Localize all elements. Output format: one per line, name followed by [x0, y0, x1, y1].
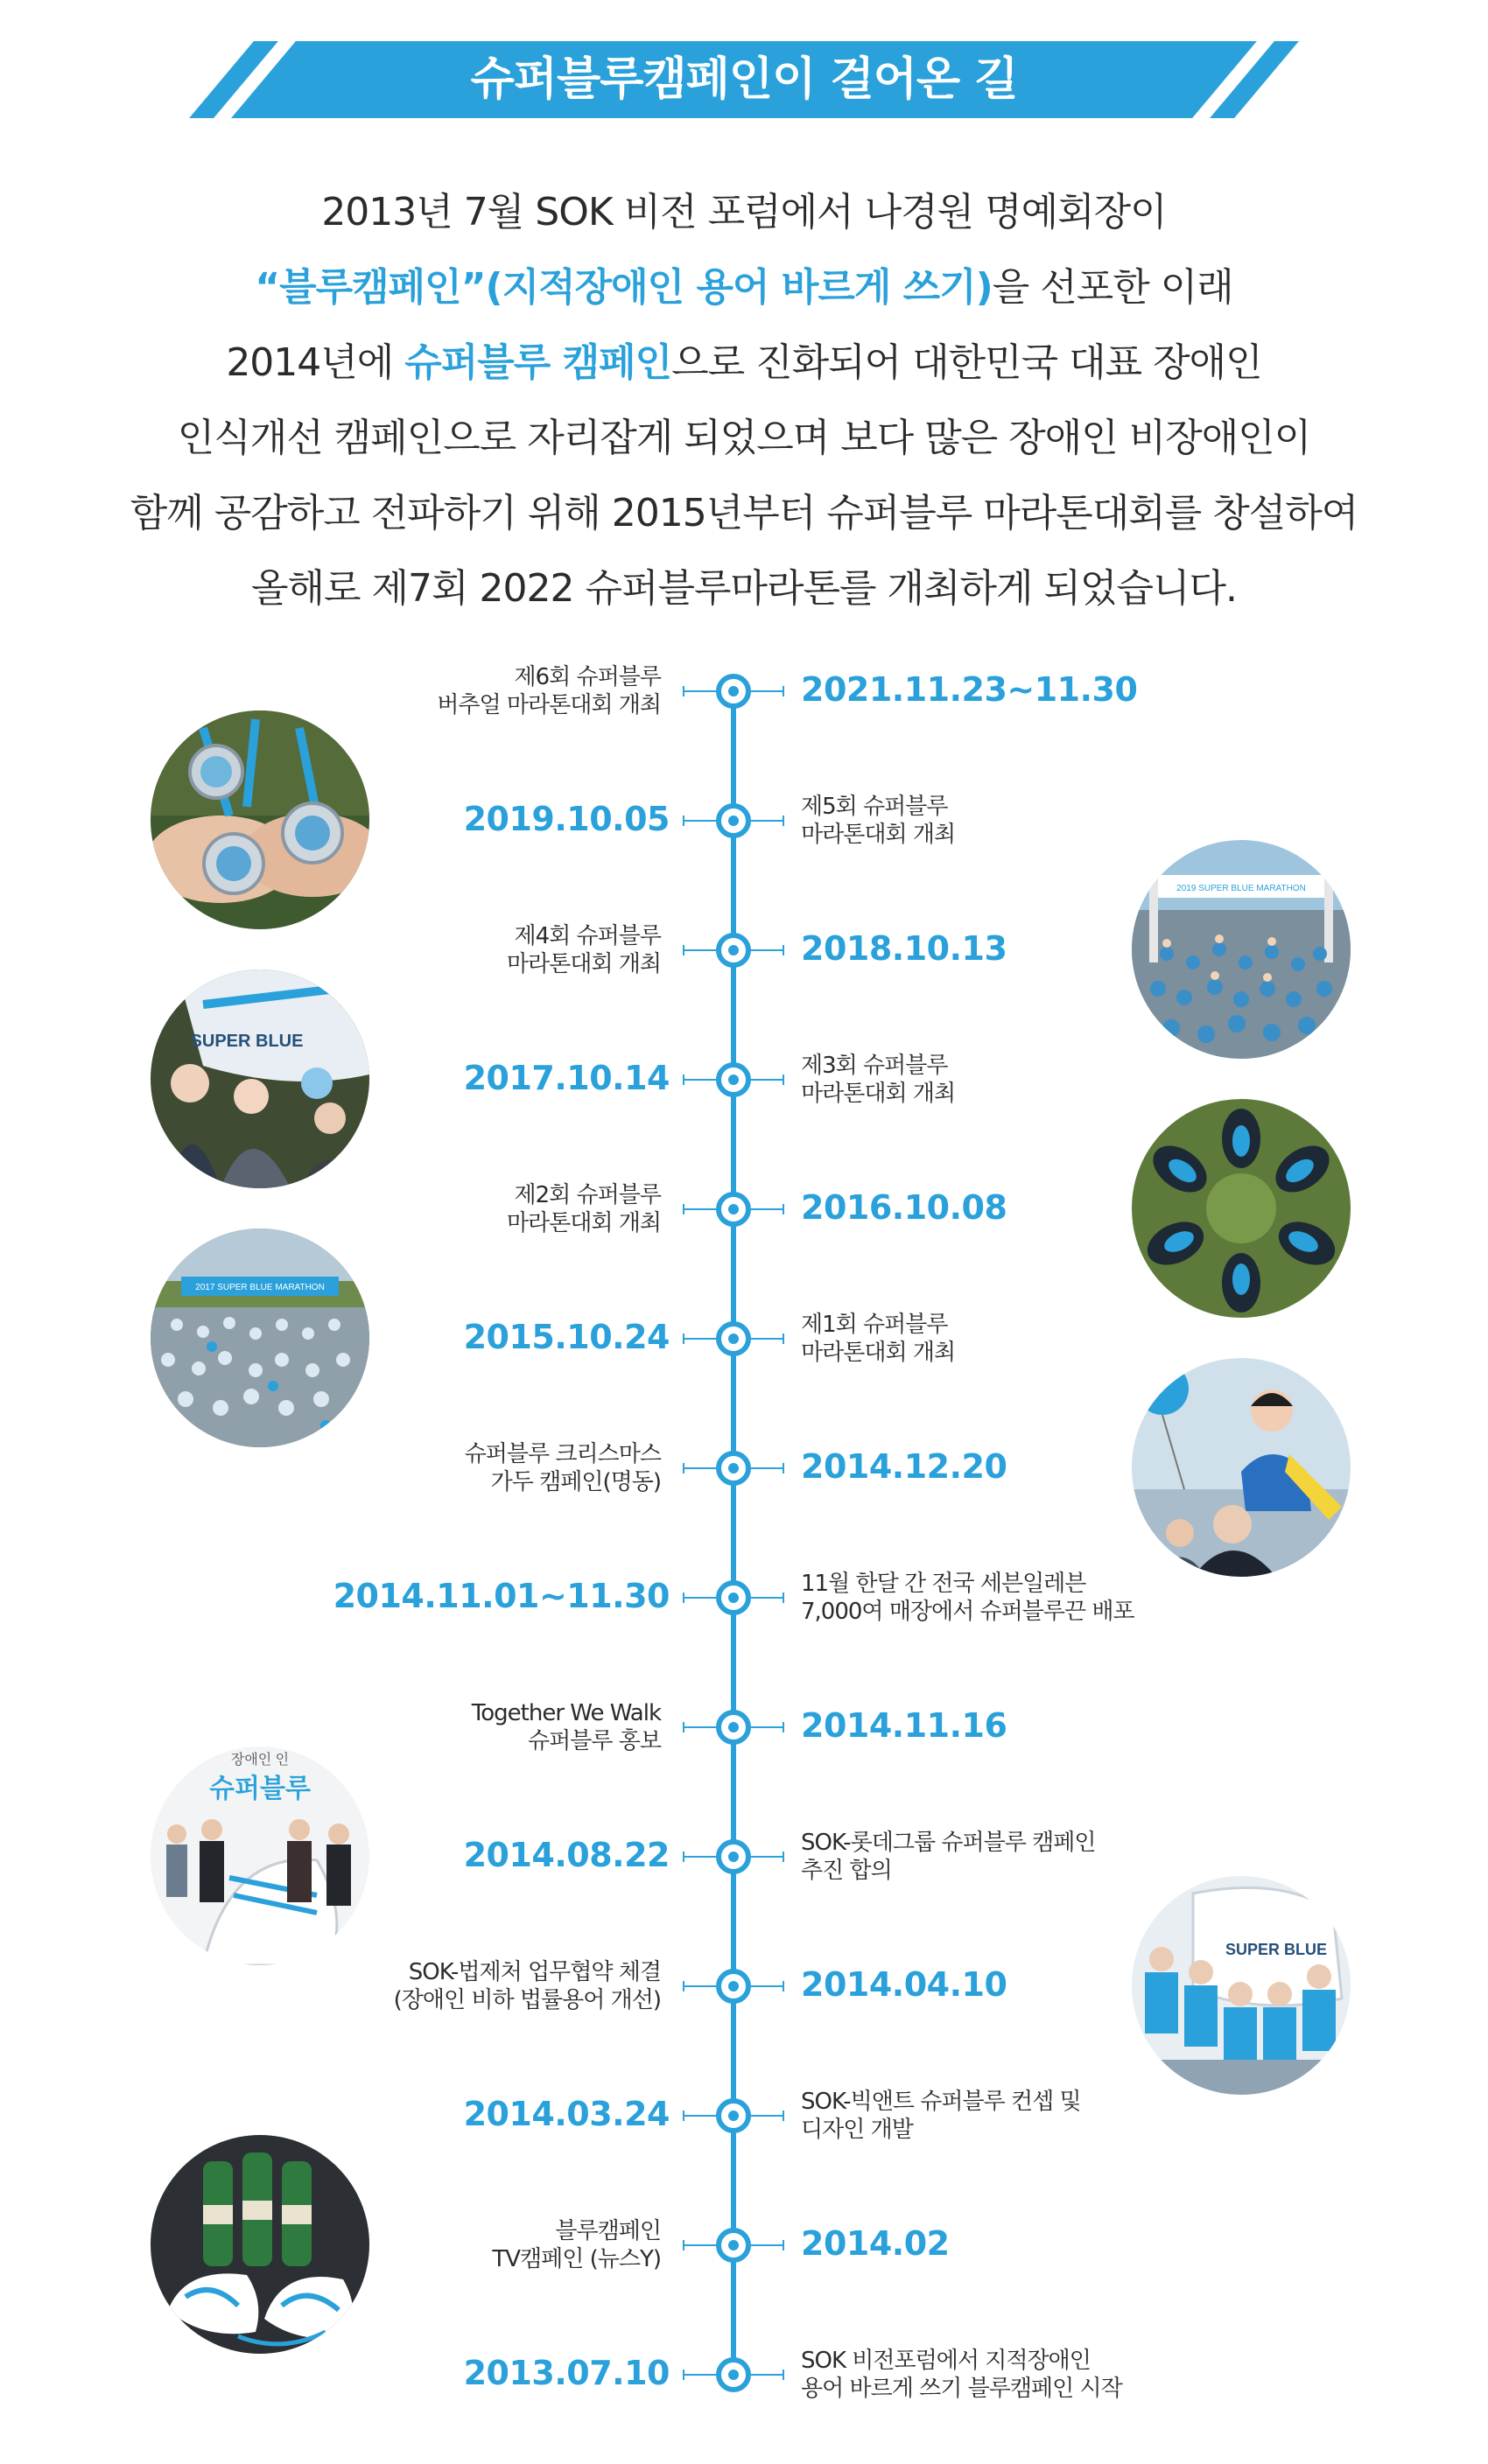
photo-father-son-balloons: [1132, 1358, 1351, 1577]
timeline-node: [716, 1580, 751, 1615]
marathon-crowd-illustration: [1132, 840, 1351, 1059]
timeline-connector: [683, 2374, 716, 2376]
timeline-connector: [751, 820, 784, 822]
timeline-date: 2019.10.05: [463, 800, 670, 838]
timeline-date: 2014.04.10: [801, 1965, 1007, 2004]
intro-line-4: 인식개선 캠페인으로 자리잡게 되었으며 보다 많은 장애인 비장애인이: [177, 416, 1311, 460]
timeline-desc-line: 마라톤대회 개최: [506, 951, 661, 977]
timeline-connector: [751, 1208, 784, 1210]
timeline-connector: [683, 1467, 716, 1469]
marathon-banner-text: 2019 SUPER BLUE MARATHON: [1176, 884, 1306, 893]
timeline-node: [716, 803, 751, 838]
timeline-connector: [683, 1338, 716, 1340]
intro-line-6: 올해로 제7회 2022 슈퍼블루마라톤를 개최하게 되었습니다.: [251, 566, 1237, 611]
timeline-desc: [472, 1699, 661, 1755]
timeline-connector: [751, 2244, 784, 2246]
photo-ceremony: [151, 1746, 369, 1965]
medals-illustration: [151, 710, 369, 929]
timeline-desc: [465, 1440, 661, 1496]
timeline-connector: [751, 1856, 784, 1858]
timeline-desc: [801, 793, 955, 849]
timeline-desc: [394, 1958, 661, 2014]
timeline-date: 2016.10.08: [801, 1188, 1007, 1227]
timeline-desc-line: Together We Walk: [471, 1700, 661, 1726]
timeline-date: 2015.10.24: [463, 1318, 670, 1356]
timeline-desc-line: 제2회 슈퍼블루: [514, 1182, 661, 1208]
timeline-desc: [437, 663, 661, 719]
timeline-desc: [801, 2088, 1081, 2144]
timeline-desc-line: 마라톤대회 개최: [506, 1210, 661, 1236]
timeline-desc-line: 마라톤대회 개최: [801, 1340, 956, 1366]
super-blue-people-illustration: [151, 970, 369, 1188]
timeline-desc-line: 슈퍼블루 홍보: [528, 1728, 661, 1754]
timeline-connector: [683, 820, 716, 822]
intro-highlight-super-blue: 슈퍼블루 캠페인: [404, 340, 672, 385]
timeline-connector: [683, 1985, 716, 1987]
timeline-desc-line: 제5회 슈퍼블루: [801, 794, 948, 820]
timeline-node: [716, 1969, 751, 2004]
timeline-date: 2014.11.16: [801, 1706, 1007, 1745]
super-blue-text: SUPER BLUE: [190, 1032, 304, 1051]
timeline-connector: [683, 949, 716, 951]
timeline-desc: [801, 1829, 1095, 1885]
timeline-date: 2014.12.20: [801, 1447, 1007, 1486]
timeline-desc-line: 11월 한달 간 전국 세븐일레븐: [801, 1571, 1086, 1597]
timeline-desc-line: SOK 비전포럼에서 지적장애인: [801, 2348, 1091, 2374]
photo-bottles-shoes: [151, 2135, 369, 2354]
father-son-illustration: [1132, 1358, 1351, 1577]
intro-line-3: [0, 326, 1488, 401]
timeline-date: 2017.10.14: [463, 1059, 670, 1097]
timeline-date: 2014.08.22: [463, 1836, 670, 1874]
timeline-connector: [751, 1467, 784, 1469]
timeline-connector: [751, 1079, 784, 1081]
ceremony-illustration: [151, 1746, 369, 1965]
timeline-desc: [801, 2347, 1122, 2403]
group-super-blue-text: SUPER BLUE: [1225, 1941, 1328, 1958]
timeline-date: 2014.02: [801, 2224, 950, 2263]
intro-line-3-rest: 으로 진화되어 대한민국 대표 장애인: [671, 340, 1262, 385]
intro-line-3-pre: 2014년에: [226, 340, 405, 385]
marathon-crowd-2017-illustration: [151, 1228, 369, 1447]
photo-group-super-blue: [1132, 1876, 1351, 2095]
timeline-connector: [751, 690, 784, 692]
timeline-connector: [683, 1208, 716, 1210]
timeline-desc-line: TV캠페인 (뉴스Y): [492, 2246, 661, 2272]
timeline-node: [716, 1062, 751, 1097]
timeline-node: [716, 674, 751, 709]
timeline-desc: [492, 2217, 661, 2273]
photo-super-blue-people: [151, 970, 369, 1188]
timeline-desc-line: 제1회 슈퍼블루: [801, 1312, 948, 1338]
timeline-connector: [751, 1597, 784, 1599]
timeline-connector: [751, 2374, 784, 2376]
photo-marathon-crowd-2019: [1132, 840, 1351, 1059]
section-banner: [195, 41, 1293, 118]
timeline-node: [716, 2228, 751, 2263]
timeline-date: 2021.11.23~11.30: [801, 670, 1138, 709]
timeline-desc-line: (장애인 비하 법률용어 개선): [393, 1987, 661, 2013]
timeline-desc-line: 마라톤대회 개최: [801, 822, 956, 848]
timeline-node: [716, 1192, 751, 1227]
intro-paragraph: [0, 175, 1488, 626]
photo-shoes-circle: [1132, 1099, 1351, 1318]
timeline-desc-line: 블루캠페인: [555, 2218, 661, 2244]
timeline-node: [716, 1451, 751, 1486]
photo-marathon-crowd-2017: [151, 1228, 369, 1447]
timeline-connector: [751, 949, 784, 951]
timeline-desc-line: 제4회 슈퍼블루: [514, 923, 661, 949]
timeline-node: [716, 1321, 751, 1356]
timeline-connector: [751, 1726, 784, 1728]
timeline-node: [716, 933, 751, 968]
group-super-blue-illustration: [1132, 1876, 1351, 2095]
timeline-date: 2013.07.10: [463, 2354, 670, 2392]
banner-title: 슈퍼블루캠페인이 걸어온 길: [470, 53, 1018, 106]
timeline-desc-line: 디자인 개발: [801, 2117, 913, 2143]
ceremony-sign-text: 슈퍼블루: [209, 1774, 311, 1803]
timeline-node: [716, 2098, 751, 2133]
intro-line-2-rest: 을 선포한 이래: [992, 265, 1233, 310]
timeline-connector: [751, 1338, 784, 1340]
timeline-node: [716, 2357, 751, 2392]
timeline-connector: [751, 2115, 784, 2117]
timeline-desc-line: 슈퍼블루 크리스마스: [464, 1441, 661, 1467]
timeline-connector: [683, 1856, 716, 1858]
timeline-desc-line: 제3회 슈퍼블루: [801, 1053, 948, 1079]
timeline-node: [716, 1710, 751, 1745]
timeline-connector: [683, 690, 716, 692]
timeline-date: 2018.10.13: [801, 929, 1007, 968]
timeline-connector: [683, 1726, 716, 1728]
timeline-desc-line: 추진 합의: [801, 1858, 892, 1884]
intro-line-1: 2013년 7월 SOK 비전 포럼에서 나경원 명예회장이: [321, 190, 1167, 234]
shoes-circle-illustration: [1132, 1099, 1351, 1318]
timeline-connector: [751, 1985, 784, 1987]
timeline-desc-line: 7,000여 매장에서 슈퍼블루끈 배포: [801, 1599, 1134, 1625]
timeline-date: 2014.11.01~11.30: [333, 1577, 670, 1615]
bottles-shoes-illustration: [151, 2135, 369, 2354]
timeline-connector: [683, 1079, 716, 1081]
timeline-desc-line: 용어 바르게 쓰기 블루캠페인 시작: [801, 2376, 1122, 2402]
timeline-desc: [801, 1311, 955, 1367]
marathon-2017-banner-text: 2017 SUPER BLUE MARATHON: [195, 1283, 325, 1292]
timeline-desc: [801, 1052, 955, 1108]
timeline-desc-line: 버추얼 마라톤대회 개최: [437, 692, 661, 718]
photo-medals: [151, 710, 369, 929]
timeline-connector: [683, 2244, 716, 2246]
timeline-desc: [801, 1570, 1134, 1626]
timeline-desc-line: SOK-롯데그룹 슈퍼블루 캠페인: [801, 1830, 1096, 1856]
timeline-desc-line: 마라톤대회 개최: [801, 1081, 956, 1107]
intro-highlight-blue-campaign: “블루캠페인”(지적장애인 용어 바르게 쓰기): [255, 265, 993, 310]
timeline-connector: [683, 2115, 716, 2117]
timeline-desc-line: SOK-빅앤트 슈퍼블루 컨셉 및: [801, 2089, 1081, 2115]
timeline-desc-line: SOK-법제처 업무협약 체결: [408, 1959, 661, 1985]
timeline-date: 2014.03.24: [463, 2095, 670, 2133]
intro-line-5: 함께 공감하고 전파하기 위해 2015년부터 슈퍼블루 마라톤대회를 창설하여: [130, 491, 1358, 536]
timeline-desc: [507, 1181, 661, 1237]
ceremony-sign-top-text: 장애인 인: [230, 1753, 290, 1768]
timeline-desc-line: 가두 캠페인(명동): [490, 1469, 661, 1495]
intro-line-2: [0, 250, 1488, 326]
timeline-node: [716, 1839, 751, 1874]
timeline-connector: [683, 1597, 716, 1599]
timeline-desc: [507, 922, 661, 978]
timeline-desc-line: 제6회 슈퍼블루: [514, 664, 661, 690]
